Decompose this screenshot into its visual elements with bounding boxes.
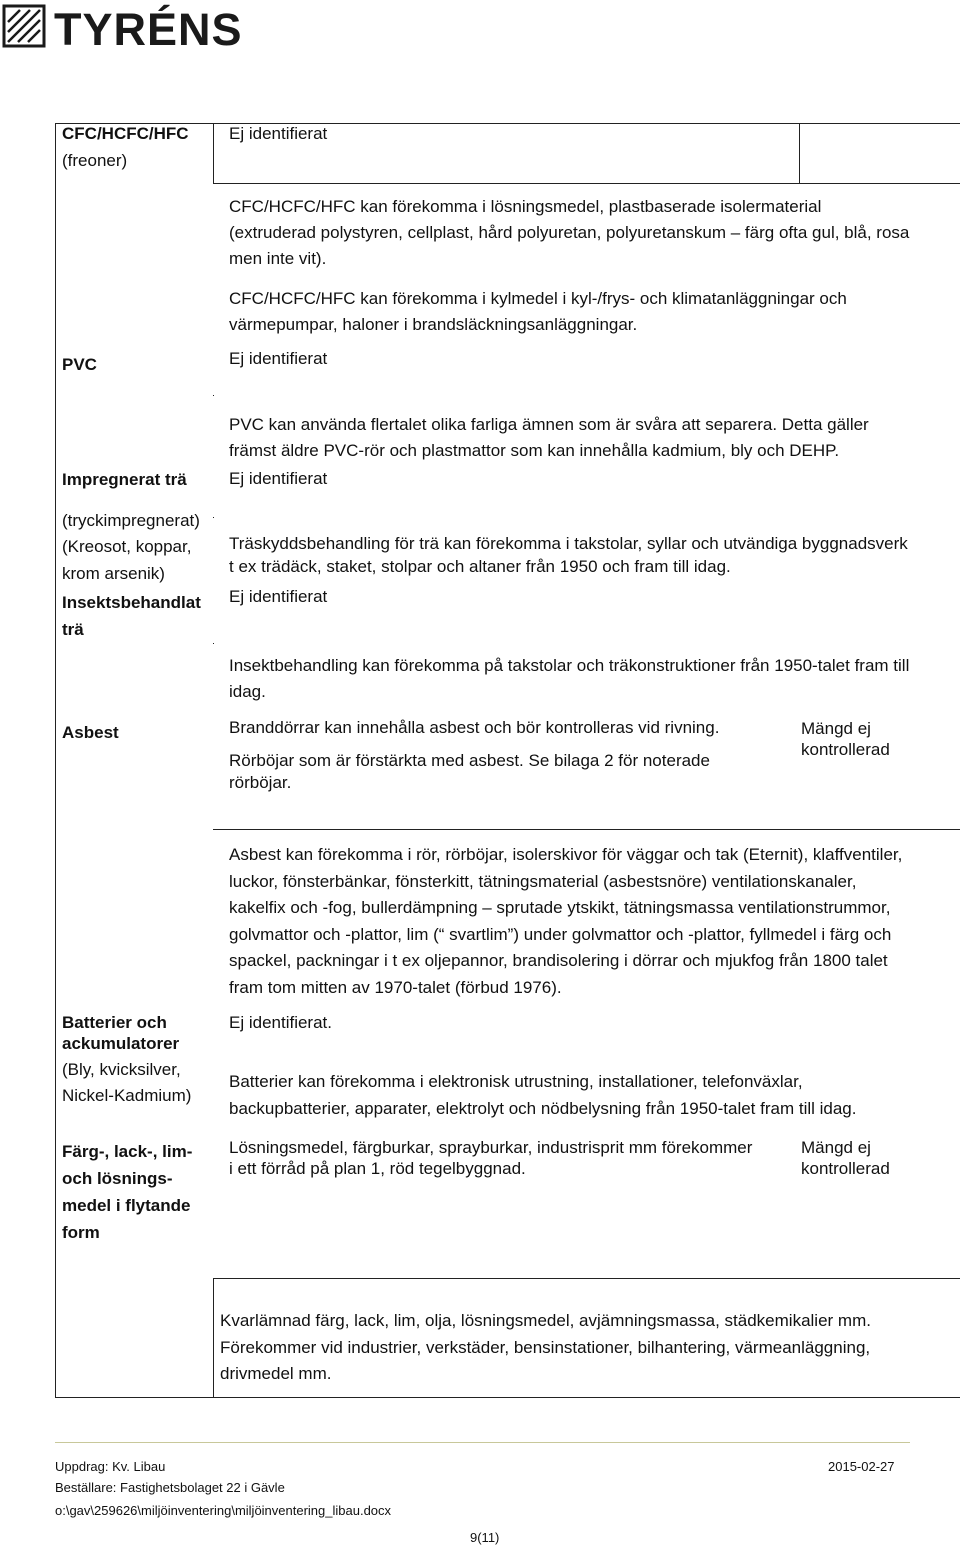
amount-text: Mängd ej xyxy=(801,1138,871,1157)
substance-name-sub: form xyxy=(62,1223,100,1242)
page-number: 9(11) xyxy=(470,1530,500,1545)
footer-divider xyxy=(55,1442,910,1443)
logo-text: TYRÉNS xyxy=(54,4,243,55)
client-text: Beställare: Fastighetsbolaget 22 i Gävle xyxy=(55,1480,285,1495)
description-line: Förekommer vid industrier, verkstäder, bensinstationer, bilhantering, värmeanläggning, xyxy=(220,1338,871,1357)
logo-mark-icon xyxy=(2,4,46,48)
description-line: luckor, fönsterbänkar, fönsterkitt, tätningsmaterial (asbestsnöre) ventilationskanaler, xyxy=(229,872,857,891)
substance-name: Färg-, lack-, lim- xyxy=(62,1142,193,1161)
substance-name: PVC xyxy=(62,355,97,374)
description-line: Asbest kan förekomma i rör, rörböjar, isolerskivor för väggar och tak (Eternit), klaffventiler, xyxy=(229,845,903,864)
description-line: CFC/HCFC/HFC kan förekomma i lösningsmedel, plastbaserade isolermaterial xyxy=(229,197,822,216)
description-line: Batterier kan förekomma i elektronisk utrustning, installationer, telefonväxlar, xyxy=(229,1072,803,1091)
description-line: kakelfix och -fog, bullerdämpning – sprutade ytskikt, tätningsmassa ventilationstrummor, xyxy=(229,898,891,917)
finding-text: i ett förråd på plan 1, röd tegelbyggnad. xyxy=(229,1159,526,1178)
status-text: Ej identifierat xyxy=(229,124,328,143)
description-line: Insektbehandling kan förekomma på takstolar och träkonstruktioner från 1950-talet fram till xyxy=(229,656,910,675)
description-line: värmepumpar, haloner i brandsläckningsanläggningar. xyxy=(229,315,638,334)
amount-text: kontrollerad xyxy=(801,740,890,759)
description-line: men inte vit). xyxy=(229,249,327,268)
substance-name-sub: medel i flytande xyxy=(62,1196,191,1215)
description-line: (extruderad polystyren, cellplast, hård polyuretan, polyuretanskum – färg ofta gul, blå, rosa xyxy=(229,223,910,242)
substance-name: Insektsbehandlat xyxy=(62,593,201,612)
substance-detail: Nickel-Kadmium) xyxy=(62,1086,192,1105)
description-line: idag. xyxy=(229,682,266,701)
description-line: fram tom mitten av 1970-talet (förbud 1976). xyxy=(229,978,562,997)
amount-text: Mängd ej xyxy=(801,719,871,738)
substance-name: Impregnerat trä xyxy=(62,470,187,489)
substance-detail: krom arsenik) xyxy=(62,564,165,583)
substance-name: CFC/HCFC/HFC xyxy=(62,124,189,143)
substance-name-sub: (freoner) xyxy=(62,151,128,170)
finding-text: rörböjar. xyxy=(229,773,292,792)
substance-name: Batterier och xyxy=(62,1013,167,1032)
description-line: CFC/HCFC/HFC kan förekomma i kylmedel i kyl-/frys- och klimatanläggningar och xyxy=(229,289,847,308)
substance-name-sub: och lösnings- xyxy=(62,1169,173,1188)
substance-name-sub: trä xyxy=(62,620,84,639)
substance-detail: (Bly, kvicksilver, xyxy=(62,1060,181,1079)
file-path: o:\gav\259626\miljöinventering\miljöinventering_libau.docx xyxy=(55,1503,392,1518)
description-line: främst äldre PVC-rör och plastmattor som kan innehålla kadmium, bly och DEHP. xyxy=(229,441,840,460)
substance-name-sub: ackumulatorer xyxy=(62,1034,180,1053)
status-text: Ej identifierat xyxy=(229,469,328,488)
substance-detail: (tryckimpregnerat) xyxy=(62,511,200,530)
status-text: Ej identifierat xyxy=(229,349,328,368)
substance-name: Asbest xyxy=(62,723,119,742)
finding-text: Rörböjar som är förstärkta med asbest. Se bilaga 2 för noterade xyxy=(229,751,710,770)
status-text: Ej identifierat xyxy=(229,587,328,606)
amount-text: kontrollerad xyxy=(801,1159,890,1178)
description-line: Kvarlämnad färg, lack, lim, olja, lösningsmedel, avjämningsmassa, städkemikalier mm. xyxy=(220,1311,871,1330)
finding-text: Branddörrar kan innehålla asbest och bör kontrolleras vid rivning. xyxy=(229,718,720,737)
description-line: golvmattor och -plattor, lim (“ svartlim”) under golvmattor och -plattor, fyllmedel i färg och xyxy=(229,925,892,944)
description-line: Träskyddsbehandling för trä kan förekomma i takstolar, syllar och utvändiga byggnadsverk xyxy=(229,534,908,553)
substance-detail: (Kreosot, koppar, xyxy=(62,537,192,556)
status-text: Ej identifierat. xyxy=(229,1013,332,1032)
description-line: drivmedel mm. xyxy=(220,1364,332,1383)
description-line: PVC kan använda flertalet olika farliga ämnen som är svåra att separera. Detta gäller xyxy=(229,415,869,434)
description-line: spackel, packningar i t ex oljepannor, brandisolering i dörrar och mjukfog från 1800 talet xyxy=(229,951,888,970)
description-line: backupbatterier, apparater, elektrolyt och nödbelysning från 1950-talet fram till idag. xyxy=(229,1099,857,1118)
assignment-text: Uppdrag: Kv. Libau xyxy=(55,1459,166,1474)
date-text: 2015-02-27 xyxy=(828,1459,895,1474)
description-line: t ex trädäck, staket, stolpar och altaner från 1950 och fram till idag. xyxy=(229,557,731,576)
finding-text: Lösningsmedel, färgburkar, sprayburkar, industrisprit mm förekommer xyxy=(229,1138,753,1157)
